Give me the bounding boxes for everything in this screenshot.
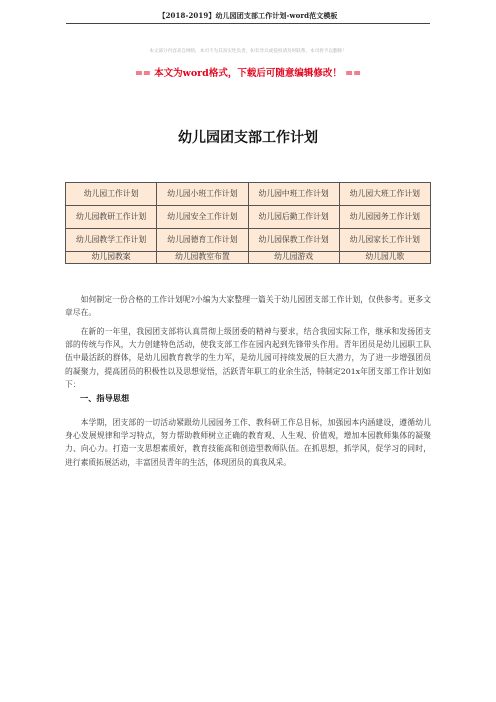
link-table-cell[interactable]: 幼儿园儿歌: [339, 252, 430, 264]
document-title: 幼儿园团支部工作计划: [178, 130, 318, 146]
link-table-cell[interactable]: 幼儿园保教工作计划: [248, 229, 339, 252]
link-table-row: [66, 206, 431, 229]
related-links-table: [65, 182, 431, 264]
link-table-cell[interactable]: 幼儿园后勤工作计划: [248, 206, 339, 229]
link-table-cell[interactable]: 幼儿园教案: [66, 252, 157, 264]
link-table-cell[interactable]: 幼儿园小班工作计划: [157, 183, 248, 206]
link-table-cell[interactable]: 幼儿园德育工作计划: [157, 229, 248, 252]
link-table-row: [66, 229, 431, 252]
format-banner: == 本文为word格式，下载后可随意编辑修改！ ==: [134, 68, 362, 79]
link-table-cell[interactable]: 幼儿园教室布置: [157, 252, 248, 264]
link-table-cell[interactable]: 幼儿园家长工作计划: [339, 229, 430, 252]
section-heading-guiding-ideology: 一、指导思想: [80, 393, 130, 403]
link-table-cell[interactable]: 幼儿园安全工作计划: [157, 206, 248, 229]
intro-paragraph: 如何制定一份合格的工作计划呢?小编为大家整理一篇关于幼儿园团支部工作计划，仅供参考。更多文章尽在。: [65, 295, 431, 318]
body-paragraph-2: 本学期，团支部的一切活动紧跟幼儿园园务工作、教科研工作总目标，加强园本内涵建设，遵循幼儿身心发展规律和学习特点，努力帮助教师树立正确的教育观、人生观、价值观，增加本园教师集体的凝聚力、向心力。打造一支思想素质好，教育技能高和创造型教师队伍。在抓思想，抓学风，促学习的同时，进行素质拓展活动，丰富团员青年的生活，体现团员的真我风采。: [65, 418, 431, 467]
link-table-cell[interactable]: 幼儿园工作计划: [66, 183, 157, 206]
page-header: 【2018-2019】幼儿园团支部工作计划-word范文模板: [158, 11, 338, 20]
link-table-cell[interactable]: 幼儿园游戏: [248, 252, 339, 264]
link-table-cell[interactable]: 幼儿园大班工作计划: [339, 183, 430, 206]
link-table-cell[interactable]: 幼儿园中班工作计划: [248, 183, 339, 206]
body-paragraph-1: 在新的一年里，我园团支部将认真贯彻上级团委的精神与要求，结合我园实际工作，继承和发扬团支部的传统与作风，大力创建特色活动，使我支部工作在园内起到先锋带头作用。青年团员是幼儿园职工队伍中最活跃的群体，是幼儿园教育教学的生力军，是幼儿园可持续发展的巨大潜力，为了进一步增强团员的凝聚力，提高团员的积极性以及思想觉悟，活跃青年职工的业余生活，特制定201x年团支部工作计划如下：: [65, 327, 431, 389]
link-table-cell[interactable]: 幼儿园园务工作计划: [339, 206, 430, 229]
header-divider: [66, 23, 430, 24]
link-table-cell[interactable]: 幼儿园教研工作计划: [66, 206, 157, 229]
disclaimer-text: 本文部分内容来自网络，本司不为其真实性负责，如有异议或侵权请及时联系，本司将予以删除！: [149, 49, 347, 54]
link-table-cell[interactable]: 幼儿园教学工作计划: [66, 229, 157, 252]
link-table-row: [66, 252, 431, 264]
link-table-row: [66, 183, 431, 206]
